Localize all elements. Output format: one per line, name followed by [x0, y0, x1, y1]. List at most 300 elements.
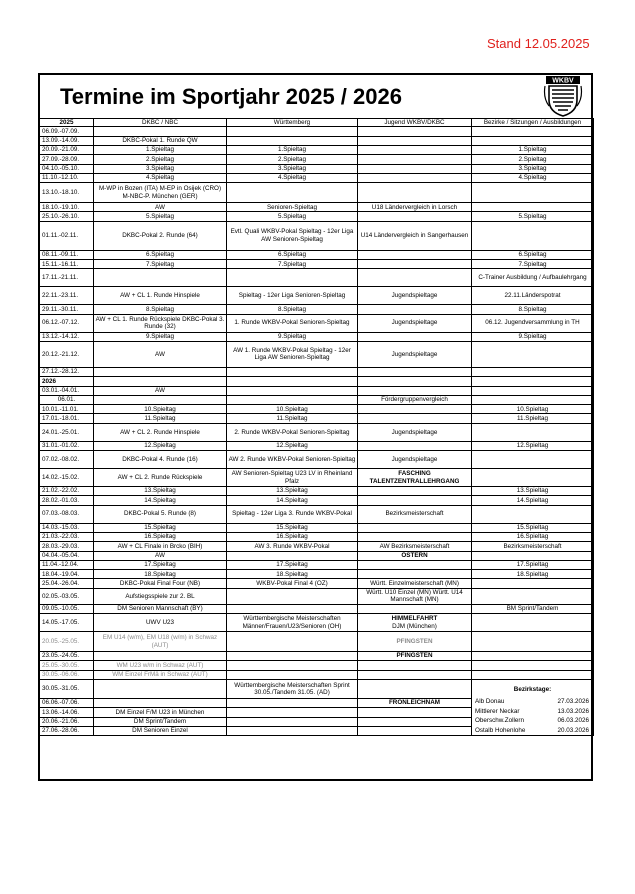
jugend-cell: Jugendspieltage [358, 314, 472, 332]
date-cell: 30.05.-31.05. [40, 679, 94, 698]
wuerttemberg-cell: AW 3. Runde WKBV-Pokal [227, 542, 358, 551]
date-cell: 28.03.-29.03. [40, 542, 94, 551]
table-row [40, 451, 594, 469]
table-row [40, 505, 594, 523]
dkbc-cell: AW + CL 2. Runde Rückspiele [94, 469, 227, 487]
jugend-cell [358, 146, 472, 155]
wuerttemberg-cell: 13.Spieltag [227, 487, 358, 496]
bezirke-cell: 17.Spieltag [472, 560, 594, 569]
bezirkstage-name: Ostalb Hohenlohe [475, 726, 526, 734]
dkbc-cell: DM Einzel F/M U23 in München [94, 708, 227, 717]
wuerttemberg-cell: AW Senioren-Spieltag U23 LV in Rheinland Pfalz [227, 469, 358, 487]
jugend-cell [358, 136, 472, 145]
bezirke-cell [472, 203, 594, 212]
table-row [40, 183, 594, 203]
bezirke-cell [472, 127, 594, 136]
jugend-cell [358, 570, 472, 579]
jugend-cell [358, 708, 472, 717]
wuerttemberg-cell [227, 386, 358, 395]
stand-date: Stand 12.05.2025 [487, 36, 590, 51]
table-row [40, 679, 594, 698]
dkbc-cell [94, 377, 227, 386]
wuerttemberg-cell: 2.Spieltag [227, 155, 358, 164]
bezirkstage-name: Alb Donau [475, 698, 505, 706]
page-title: Termine im Sportjahr 2025 / 2026 [60, 84, 402, 109]
wuerttemberg-cell: WKBV-Pokal Final 4 (OZ) [227, 579, 358, 588]
date-cell: 03.01.-04.01. [40, 386, 94, 395]
bezirkstage-box [472, 679, 594, 735]
table-row [40, 287, 594, 305]
dkbc-cell: Aufstiegsspiele zur 2. BL [94, 588, 227, 604]
wuerttemberg-cell [227, 588, 358, 604]
table-row [40, 386, 594, 395]
dkbc-cell: 1.Spieltag [94, 146, 227, 155]
date-cell: 15.11.-16.11. [40, 260, 94, 269]
bezirke-cell [472, 451, 594, 469]
bezirke-cell [472, 183, 594, 203]
jugend-cell [358, 523, 472, 532]
jugend-cell: AW Bezirksmeisterschaft [358, 542, 472, 551]
jugend-cell: Bezirksmeisterschaft [358, 505, 472, 523]
jugend-cell [358, 560, 472, 569]
date-cell: 08.11.-09.11. [40, 250, 94, 259]
wuerttemberg-cell: Evtl. Quali WKBV-Pokal Spieltag - 12er Liga AW Senioren-Spieltag [227, 221, 358, 250]
table-row [40, 314, 594, 332]
dkbc-cell [94, 367, 227, 376]
header-wuerttemberg: Württemberg [227, 119, 358, 127]
jugend-cell [358, 332, 472, 341]
dkbc-cell [94, 698, 227, 707]
table-row [40, 305, 594, 314]
jugend-cell [358, 386, 472, 395]
table-row [40, 395, 594, 404]
bezirke-cell: C-Trainer Ausbildung / Aufbaulehrgang [472, 269, 594, 287]
dkbc-cell: 5.Spieltag [94, 212, 227, 221]
table-row [40, 496, 594, 505]
table-row [40, 332, 594, 341]
jugend-cell: U18 Ländervergleich in Lorsch [358, 203, 472, 212]
wuerttemberg-cell [227, 726, 358, 735]
bezirke-cell: 7.Spieltag [472, 260, 594, 269]
wuerttemberg-cell: Spieltag - 12er Liga Senioren-Spieltag [227, 287, 358, 305]
date-cell: 07.02.-08.02. [40, 451, 94, 469]
jugend-cell: Fördergruppenvergleich [358, 395, 472, 404]
table-row [40, 377, 594, 386]
dkbc-cell [94, 652, 227, 661]
wuerttemberg-cell [227, 136, 358, 145]
wuerttemberg-cell [227, 661, 358, 670]
bezirke-cell: BM Sprint/Tandem [472, 604, 594, 613]
wuerttemberg-cell: AW 2. Runde WKBV-Pokal Senioren-Spieltag [227, 451, 358, 469]
bezirke-cell [472, 588, 594, 604]
dkbc-cell: DKBC-Pokal 4. Runde (16) [94, 451, 227, 469]
jugend-cell: Württ. Einzelmeisterschaft (MN) [358, 579, 472, 588]
table-row [40, 632, 594, 652]
jugend-cell [358, 532, 472, 541]
dkbc-cell: WM Einzel FrMä in Schwaz (AUT) [94, 670, 227, 679]
bezirke-cell: 8.Spieltag [472, 305, 594, 314]
header-dkbc: DKBC / NBC [94, 119, 227, 127]
date-cell: 13.12.-14.12. [40, 332, 94, 341]
wuerttemberg-cell: 11.Spieltag [227, 414, 358, 423]
table-row [40, 523, 594, 532]
schedule-table [39, 118, 594, 736]
bezirke-cell [472, 377, 594, 386]
wuerttemberg-cell: 14.Spieltag [227, 496, 358, 505]
dkbc-cell: 6.Spieltag [94, 250, 227, 259]
bezirke-cell: 1.Spieltag [472, 146, 594, 155]
date-cell: 13.10.-18.10. [40, 183, 94, 203]
dkbc-cell: M-WP in Bozen (ITA) M-EP in Osijek (CRO) M-NBC-P. München (GER) [94, 183, 227, 203]
bezirkstage-item [472, 697, 593, 707]
table-row [40, 670, 594, 679]
date-cell: 06.01. [40, 395, 94, 404]
table-row [40, 367, 594, 376]
date-cell: 21.03.-22.03. [40, 532, 94, 541]
bezirkstage-item [472, 726, 593, 736]
jugend-cell [358, 670, 472, 679]
dkbc-cell: 3.Spieltag [94, 164, 227, 173]
dkbc-cell [94, 395, 227, 404]
bezirke-cell: 4.Spieltag [472, 173, 594, 182]
date-cell: 01.11.-02.11. [40, 221, 94, 250]
bezirke-cell: Bezirksmeisterschaft [472, 542, 594, 551]
date-cell: 06.12.-07.12. [40, 314, 94, 332]
table-row [40, 405, 594, 414]
bezirke-cell: 22.11.Länderspotrat [472, 287, 594, 305]
table-row [40, 414, 594, 423]
bezirke-cell [472, 367, 594, 376]
dkbc-cell [94, 269, 227, 287]
date-cell: 21.02.-22.02. [40, 487, 94, 496]
date-cell: 20.12.-21.12. [40, 341, 94, 367]
table-row [40, 588, 594, 604]
wuerttemberg-cell: 10.Spieltag [227, 405, 358, 414]
wuerttemberg-cell: 18.Spieltag [227, 570, 358, 579]
jugend-cell: Jugendspieltage [358, 423, 472, 441]
wuerttemberg-cell [227, 377, 358, 386]
jugend-cell [358, 717, 472, 726]
table-row [40, 532, 594, 541]
dkbc-cell: 4.Spieltag [94, 173, 227, 182]
date-cell: 18.04.-19.04. [40, 570, 94, 579]
bezirkstage-date: 20.03.2026 [557, 726, 589, 734]
bezirke-cell: 6.Spieltag [472, 250, 594, 259]
date-cell: 22.11.-23.11. [40, 287, 94, 305]
date-cell: 17.01.-18.01. [40, 414, 94, 423]
table-row [40, 260, 594, 269]
bezirke-cell [472, 505, 594, 523]
table-row [40, 441, 594, 450]
table-row [40, 423, 594, 441]
table-row [40, 560, 594, 569]
bezirkstage-title: Bezirkstage: [513, 685, 552, 693]
bezirke-cell: 5.Spieltag [472, 212, 594, 221]
bezirke-cell [472, 136, 594, 145]
wuerttemberg-cell: 12.Spieltag [227, 441, 358, 450]
dkbc-cell: DKBC-Pokal 1. Runde QW [94, 136, 227, 145]
jugend-cell: U14 Ländervergleich in Sangerhausen [358, 221, 472, 250]
jugend-cell [358, 487, 472, 496]
bezirke-cell: 12.Spieltag [472, 441, 594, 450]
jugend-cell [358, 726, 472, 735]
date-cell: 13.06.-14.06. [40, 708, 94, 717]
date-cell: 14.02.-15.02. [40, 469, 94, 487]
date-cell: 07.03.-08.03. [40, 505, 94, 523]
dkbc-cell: WM U23 w/m in Schwaz (AUT) [94, 661, 227, 670]
jugend-cell [358, 679, 472, 698]
date-cell: 04.10.-05.10. [40, 164, 94, 173]
dkbc-cell: 11.Spieltag [94, 414, 227, 423]
wuerttemberg-cell [227, 269, 358, 287]
wuerttemberg-cell: 1. Runde WKBV-Pokal Senioren-Spieltag [227, 314, 358, 332]
wuerttemberg-cell: Württembergische Meisterschaften Sprint 30.05./Tandem 31.05. (AD) [227, 679, 358, 698]
dkbc-cell: AW [94, 341, 227, 367]
wuerttemberg-cell [227, 367, 358, 376]
date-cell: 20.09.-21.09. [40, 146, 94, 155]
bezirke-cell [472, 341, 594, 367]
table-row [40, 203, 594, 212]
table-row [40, 212, 594, 221]
date-cell: 20.06.-21.06. [40, 717, 94, 726]
jugend-cell: FRONLEICHNAM [358, 698, 472, 707]
logo-text: WKBV [552, 77, 574, 85]
wuerttemberg-cell [227, 395, 358, 404]
header-year: 2025 [40, 119, 94, 127]
bezirke-cell [472, 670, 594, 679]
date-cell: 25.05.-30.05. [40, 661, 94, 670]
table-row [40, 127, 594, 136]
date-cell: 31.01.-01.02. [40, 441, 94, 450]
jugend-cell [358, 414, 472, 423]
date-cell: 13.09.-14.09. [40, 136, 94, 145]
jugend-cell: PFINGSTEN [358, 632, 472, 652]
wuerttemberg-cell: 4.Spieltag [227, 173, 358, 182]
date-cell: 06.09.-07.09. [40, 127, 94, 136]
jugend-cell: PFINGSTEN [358, 652, 472, 661]
date-cell: 18.10.-19.10. [40, 203, 94, 212]
wuerttemberg-cell: 5.Spieltag [227, 212, 358, 221]
table-row [40, 155, 594, 164]
jugend-cell [358, 173, 472, 182]
date-cell: 09.05.-10.05. [40, 604, 94, 613]
jugend-cell: Jugendspieltage [358, 287, 472, 305]
table-row [40, 487, 594, 496]
bezirke-cell [472, 652, 594, 661]
table-row [40, 173, 594, 182]
bezirke-cell: 2.Spieltag [472, 155, 594, 164]
bezirkstage-item [472, 707, 593, 717]
date-cell: 23.05.-24.05. [40, 652, 94, 661]
jugend-cell [358, 661, 472, 670]
bezirke-cell [472, 632, 594, 652]
dkbc-cell: 12.Spieltag [94, 441, 227, 450]
bezirke-cell: 10.Spieltag [472, 405, 594, 414]
dkbc-cell: DKBC-Pokal 2. Runde (64) [94, 221, 227, 250]
jugend-cell [358, 269, 472, 287]
dkbc-cell: 17.Spieltag [94, 560, 227, 569]
bezirkstage-item [472, 716, 593, 726]
dkbc-cell [94, 127, 227, 136]
wuerttemberg-cell: 7.Spieltag [227, 260, 358, 269]
table-row [40, 250, 594, 259]
date-cell: 27.12.-28.12. [40, 367, 94, 376]
wuerttemberg-cell [227, 652, 358, 661]
wuerttemberg-cell: 3.Spieltag [227, 164, 358, 173]
date-cell: 10.01.-11.01. [40, 405, 94, 414]
dkbc-cell: 13.Spieltag [94, 487, 227, 496]
dkbc-cell: DM Sprint/Tandem [94, 717, 227, 726]
bezirke-cell [472, 551, 594, 560]
wuerttemberg-cell: 15.Spieltag [227, 523, 358, 532]
wuerttemberg-cell: 16.Spieltag [227, 532, 358, 541]
jugend-cell [358, 305, 472, 314]
table-row [40, 661, 594, 670]
jugend-cell: Württ. U10 Einzel (MN) Württ. U14 Mannschaft (MN) [358, 588, 472, 604]
jugend-cell [358, 183, 472, 203]
wuerttemberg-cell [227, 183, 358, 203]
jugend-cell [358, 212, 472, 221]
jugend-cell: Jugendspieltage [358, 451, 472, 469]
table-row [40, 614, 594, 632]
table-row [40, 570, 594, 579]
table-row [40, 341, 594, 367]
date-cell: 11.04.-12.04. [40, 560, 94, 569]
dkbc-cell: DKBC-Pokal 5. Runde (8) [94, 505, 227, 523]
jugend-cell [358, 367, 472, 376]
wuerttemberg-cell: 9.Spieltag [227, 332, 358, 341]
wuerttemberg-cell [227, 717, 358, 726]
dkbc-cell: AW + CL 1. Runde Hinspiele [94, 287, 227, 305]
wuerttemberg-cell: 17.Spieltag [227, 560, 358, 569]
jugend-cell [358, 250, 472, 259]
bezirke-cell: 06.12. Jugendversammlung in TH [472, 314, 594, 332]
table-row [40, 136, 594, 145]
dkbc-cell: 7.Spieltag [94, 260, 227, 269]
wkbv-logo-icon [543, 74, 583, 118]
dkbc-cell: AW [94, 386, 227, 395]
wuerttemberg-cell: 1.Spieltag [227, 146, 358, 155]
wuerttemberg-cell: Spieltag - 12er Liga 3. Runde WKBV-Pokal [227, 505, 358, 523]
table-row [40, 579, 594, 588]
bezirke-cell: 3.Spieltag [472, 164, 594, 173]
header-bezirke: Bezirke / Sitzungen / Ausbildungen [472, 119, 594, 127]
table-row [40, 164, 594, 173]
bezirke-cell: 15.Spieltag [472, 523, 594, 532]
dkbc-cell [94, 679, 227, 698]
bezirke-cell [472, 395, 594, 404]
dkbc-cell: AW + CL Finale in Brcko (BIH) [94, 542, 227, 551]
date-cell: 04.04.-05.04. [40, 551, 94, 560]
date-cell: 27.06.-28.06. [40, 726, 94, 735]
jugend-cell: OSTERN [358, 551, 472, 560]
bezirke-cell: 11.Spieltag [472, 414, 594, 423]
jugend-cell: FASCHING TALENTZENTRALLEHRGANG [358, 469, 472, 487]
dkbc-cell: 10.Spieltag [94, 405, 227, 414]
wuerttemberg-cell [227, 708, 358, 717]
date-cell: 06.06.-07.06. [40, 698, 94, 707]
date-cell: 30.05.-06.06. [40, 670, 94, 679]
dkbc-cell: 16.Spieltag [94, 532, 227, 541]
bezirke-cell [472, 386, 594, 395]
bezirke-cell [472, 579, 594, 588]
jugend-cell: Jugendspieltage [358, 341, 472, 367]
bezirke-cell [472, 221, 594, 250]
wuerttemberg-cell: 8.Spieltag [227, 305, 358, 314]
dkbc-cell: AW [94, 551, 227, 560]
bezirke-cell: 9.Spieltag [472, 332, 594, 341]
wuerttemberg-cell: 6.Spieltag [227, 250, 358, 259]
wuerttemberg-cell [227, 127, 358, 136]
jugend-cell [358, 496, 472, 505]
header-jugend: Jugend WKBV/DKBC [358, 119, 472, 127]
table-row [40, 604, 594, 613]
jugend-cell [358, 164, 472, 173]
bezirke-cell: 18.Spieltag [472, 570, 594, 579]
jugend-cell [358, 405, 472, 414]
jugend-cell [358, 604, 472, 613]
bezirke-cell: 13.Spieltag [472, 487, 594, 496]
dkbc-cell: DKBC-Pokal Final Four (NB) [94, 579, 227, 588]
date-cell: 14.03.-15.03. [40, 523, 94, 532]
jugend-cell [358, 260, 472, 269]
date-cell: 28.02.-01.03. [40, 496, 94, 505]
bezirke-cell [472, 469, 594, 487]
table-row [40, 146, 594, 155]
date-cell: 25.04.-26.04. [40, 579, 94, 588]
bezirkstage-name: Oberschw.Zollern [475, 717, 524, 725]
bezirkstage-date: 13.03.2026 [557, 707, 589, 715]
dkbc-cell: AW [94, 203, 227, 212]
dkbc-cell: 15.Spieltag [94, 523, 227, 532]
dkbc-cell: 18.Spieltag [94, 570, 227, 579]
dkbc-cell: AW + CL 1. Runde Rückspiele DKBC-Pokal 3. Runde (32) [94, 314, 227, 332]
bezirke-cell [472, 661, 594, 670]
jugend-cell [358, 441, 472, 450]
dkbc-cell: 9.Spieltag [94, 332, 227, 341]
jugend-cell [358, 127, 472, 136]
table-header-row [40, 119, 594, 127]
date-cell: 29.11.-30.11. [40, 305, 94, 314]
table-row [40, 469, 594, 487]
table-row [40, 269, 594, 287]
date-cell: 27.09.-28.09. [40, 155, 94, 164]
jugend-cell: HIMMELFAHRT DJM (München) [358, 614, 472, 632]
dkbc-cell: DM Senioren Einzel [94, 726, 227, 735]
wuerttemberg-cell [227, 604, 358, 613]
table-row [40, 542, 594, 551]
bezirkstage-date: 27.03.2026 [557, 698, 589, 706]
date-cell: 17.11.-21.11. [40, 269, 94, 287]
bezirkstage-name: Mittlerer Neckar [475, 707, 520, 715]
dkbc-cell: DM Senioren Mannschaft (BY) [94, 604, 227, 613]
wuerttemberg-cell [227, 670, 358, 679]
wuerttemberg-cell [227, 698, 358, 707]
bezirke-cell [472, 423, 594, 441]
dkbc-cell: UWV U23 [94, 614, 227, 632]
dkbc-cell: 14.Spieltag [94, 496, 227, 505]
wuerttemberg-cell [227, 551, 358, 560]
wuerttemberg-cell: Württembergische Meisterschaften Männer/Frauen/U23/Senioren (OH) [227, 614, 358, 632]
bezirke-cell: 14.Spieltag [472, 496, 594, 505]
bezirke-cell: 16.Spieltag [472, 532, 594, 541]
date-cell: 2026 [40, 377, 94, 386]
jugend-cell [358, 377, 472, 386]
dkbc-cell: 8.Spieltag [94, 305, 227, 314]
bezirke-cell [472, 614, 594, 632]
date-cell: 14.05.-17.05. [40, 614, 94, 632]
date-cell: 20.05.-25.05. [40, 632, 94, 652]
